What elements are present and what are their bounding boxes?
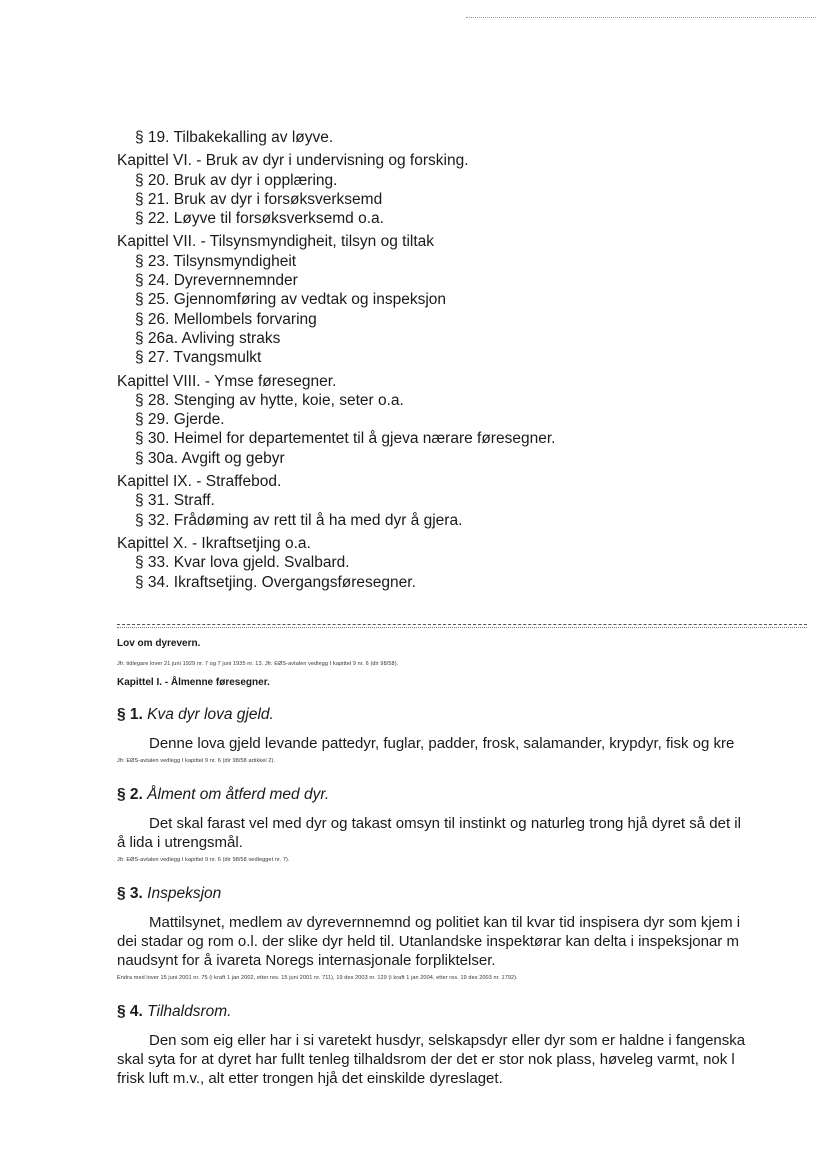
toc-section: § 30. Heimel for departementet til å gjeva nærare føresegner.	[135, 430, 556, 448]
paragraph-text	[117, 814, 807, 852]
paragraph-text	[117, 913, 807, 970]
paragraph-line: Den som eig eller har i si varetekt husdyr, selskapsdyr eller dyr som er haldne i fangenska	[149, 1032, 746, 1049]
toc-section: § 26. Mellombels forvaring	[135, 310, 317, 328]
law-body	[117, 634, 807, 1088]
toc-section: § 32. Frådøming av rett til å ha med dyr å gjera.	[135, 511, 463, 529]
section-divider-dotted	[117, 627, 807, 628]
paragraph-line: naudsynt for å ivareta Noregs internasjonale forpliktelser.	[117, 952, 496, 969]
paragraph-title: Tilhaldsrom.	[147, 1003, 232, 1020]
toc-section: § 25. Gjennomføring av vedtak og inspeksjon	[135, 291, 447, 309]
paragraph-number: § 2.	[117, 786, 143, 803]
toc-section: § 28. Stenging av hytte, koie, seter o.a.	[135, 391, 404, 409]
toc-chapter: Kapittel VII. - Tilsynsmyndigheit, tilsyn og tiltak	[117, 233, 435, 251]
toc-chapter: Kapittel IX. - Straffebod.	[117, 473, 282, 491]
toc-section: § 20. Bruk av dyr i opplæring.	[135, 171, 338, 189]
paragraph-line: frisk luft m.v., alt etter trongen hjå det einskilde dyreslaget.	[117, 1070, 503, 1087]
paragraph-title: Inspeksjon	[147, 885, 222, 902]
paragraph-note: Jfr. EØS-avtalen vedlegg I kapittel 9 nr. 6 (dir 98/58 vedlegget nr. 7).	[117, 857, 290, 863]
toc-section: § 19. Tilbakekalling av løyve.	[135, 129, 334, 146]
law-title: Lov om dyrevern.	[117, 638, 201, 649]
paragraph-note: Endra med lover 15 juni 2001 nr. 75 (i kraft 1 jan 2002, etter res. 15 juni 2001 nr. 711), 19 des 2003 nr. 129 (i kraft 1 jan 2004, etter res. 19 des 2003 nr. 1792).	[117, 975, 518, 981]
toc-section: § 33. Kvar lova gjeld. Svalbard.	[135, 554, 350, 572]
top-dotted-line	[466, 17, 816, 18]
paragraph-number: § 1.	[117, 706, 143, 723]
table-of-contents	[117, 128, 555, 592]
toc-section: § 34. Ikraftsetjing. Overgangsføresegner.	[135, 573, 416, 591]
paragraph-number: § 4.	[117, 1003, 143, 1020]
toc-chapter: Kapittel VI. - Bruk av dyr i undervisning og forsking.	[117, 152, 469, 170]
paragraph-title: Kva dyr lova gjeld.	[147, 706, 274, 723]
toc-section: § 31. Straff.	[135, 492, 215, 510]
toc-section: § 26a. Avliving straks	[135, 329, 281, 347]
section-divider	[117, 624, 807, 625]
paragraph-heading	[117, 885, 807, 903]
paragraph-heading	[117, 706, 807, 724]
toc-section: § 22. Løyve til forsøksverksemd o.a.	[135, 210, 384, 228]
paragraph-line: å lida i utrengsmål.	[117, 834, 243, 851]
law-note: Jfr. tidlegare lover 21 juni 1929 nr. 7 og 7 juni 1935 nr. 13. Jfr. EØS-avtalen vedlegg I kapittel 9 nr. 6 (dir 98/58).	[117, 661, 399, 667]
toc-section: § 21. Bruk av dyr i forsøksverksemd	[135, 190, 383, 208]
paragraph-text	[117, 1031, 807, 1088]
chapter-heading: Kapittel I. - Ålmenne føresegner.	[117, 677, 270, 688]
paragraph-text	[117, 734, 807, 753]
paragraph-heading	[117, 1003, 807, 1021]
toc-section: § 23. Tilsynsmyndigheit	[135, 252, 297, 270]
paragraph-line: skal syta for at dyret har fullt tenleg tilhaldsrom der det er stor nok plass, høveleg varmt, nok l	[117, 1051, 735, 1068]
toc-section: § 30a. Avgift og gebyr	[135, 449, 285, 467]
paragraph-title: Ålment om åtferd med dyr.	[147, 786, 330, 803]
paragraph-heading	[117, 786, 807, 804]
paragraph-line: dei stadar og rom o.l. der slike dyr held til. Utanlandske inspektørar kan delta i inspeksjonar m	[117, 933, 739, 950]
paragraph-line: Mattilsynet, medlem av dyrevernnemnd og politiet kan til kvar tid inspisera dyr som kjem i	[149, 914, 741, 931]
toc-section: § 27. Tvangsmulkt	[135, 349, 262, 367]
toc-chapter: Kapittel VIII. - Ymse føresegner.	[117, 372, 337, 390]
toc-section: § 29. Gjerde.	[135, 411, 225, 429]
paragraph-line: Det skal farast vel med dyr og takast omsyn til instinkt og naturleg trong hjå dyret så det il	[149, 815, 741, 832]
paragraph-list	[117, 706, 807, 1088]
toc-chapter: Kapittel X. - Ikraftsetjing o.a.	[117, 534, 311, 552]
paragraph-line: Denne lova gjeld levande pattedyr, fuglar, padder, frosk, salamander, krypdyr, fisk og kre	[149, 735, 735, 752]
paragraph-note: Jfr. EØS-avtalen vedlegg I kapittel 9 nr. 6 (dir 98/58 artikkel 2).	[117, 758, 276, 764]
paragraph-number: § 3.	[117, 885, 143, 902]
toc-section: § 24. Dyrevernnemnder	[135, 272, 298, 290]
